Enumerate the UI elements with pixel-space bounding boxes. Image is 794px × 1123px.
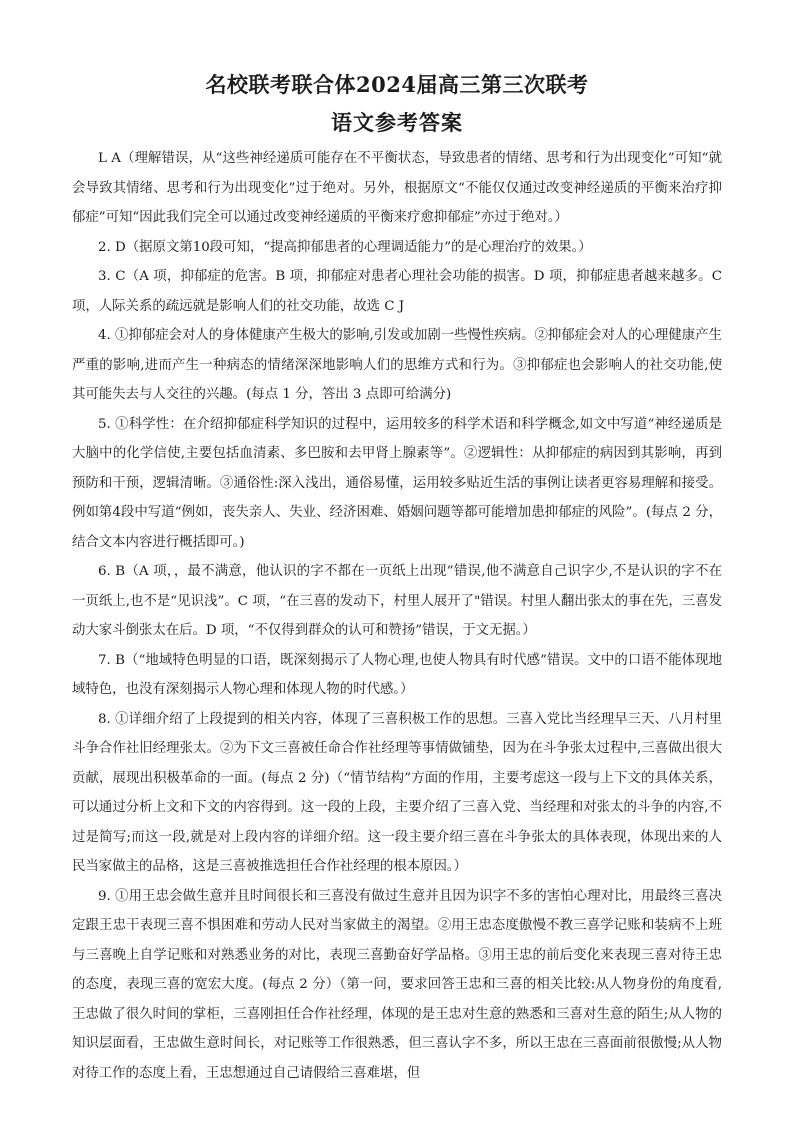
- answer-item-7: 7. B（“地域特色明显的口语，既深刻揭示了人物心理,也使人物具有时代感”错误。文中的口语不能体现地域特色，也没有深刻揭示人物心理和体现人物的时代感。）: [72, 652, 722, 697]
- page-subtitle: 语文参考答案: [331, 110, 463, 135]
- page-title: 名校联考联合体2024届高三第三次联考: [205, 72, 589, 97]
- answer-item-2: 2. D（据原文第10段可知，“提高抑郁患者的心理调适能力”的是心理治疗的效果。）: [98, 239, 592, 255]
- answer-item-4: 4. ①抑郁症会对人的身体健康产生极大的影响,引发或加剧一些慢性疾病。②抑郁症会对人的心理健康产生严重的影响,进而产生一种病态的情绪深深地影响人们的思维方式和行为。③抑郁症也会影响人的社交功能,使其可能失去与人交往的兴趣。(每点 1 分，答出 3 点即可给满分): [72, 328, 722, 402]
- answer-item-9: 9. ①用王忠会做生意并且时间很长和三喜没有做过生意并且因为识字不多的害怕心理对比，用最终三喜决定跟王忠干表现三喜不惧困难和劳动人民对当家做主的渴望。②用王忠态度傲慢不教三喜学记账和装病不上班与三喜晚上自学记账和对熟悉业务的对比，表现三喜勤奋好学品格。③用王忠的前后变化来表现三喜对待王忠的态度，表现三喜的宽宏大度。(每点 2 分）（第一问，要求回答王忠和三喜的相关比较:从人物身份的角度看,王忠做了很久时间的掌柜，三喜刚担任合作社经理，体现的是王忠对生意的熟悉和三喜对生意的陌生;从人物的知识层面看，王忠做生意时间长，对记账等工作很熟悉，但三喜认字不多，所以王忠在三喜面前很傲慢;从人物对待工作的态度上看，王忠想通过自己请假给三喜难堪，但: [72, 888, 722, 1081]
- answer-sheet-page: [72, 70, 722, 1088]
- answer-item-3: 3. C（A 项，抑郁症的危害。B 项，抑郁症对患者心理社会功能的损害。D 项，抑郁症患者越来越多。C 项，人际关系的疏远就是影响人们的社交功能，故选 C J: [72, 269, 722, 314]
- answer-item-6: 6. B（A 项，，最不满意，他认识的字不都在一页纸上出现”错误,他不满意自己识字少,不是认识的字不在一页纸上,也不是“见识浅”。C 项，“在三喜的发动下，村里人展开了"错误。村里人翻出张太的事在先，三喜发动大家斗倒张太在后。D 项，“不仅得到群众的认可和赞扬”错误，于文无据。）: [72, 564, 722, 638]
- answer-item-5: 5. ①科学性：在介绍抑郁症科学知识的过程中，运用较多的科学术语和科学概念,如文中写道“神经递质是大脑中的化学信使,主要包括血清素、多巴胺和去甲肾上腺素等”。②逻辑性：从抑郁症的病因到其影响，再到预防和干预，逻辑清晰。③通俗性:深入浅出，通俗易懂，运用较多贴近生活的事例让读者更容易理解和接受。例如第4段中写道“例如，丧失亲人、失业、经济困难、婚姻问题等都可能增加患抑郁症的风险”。(每点 2 分，结合文本内容进行概括即可。): [72, 416, 722, 550]
- answer-item-1: L A（理解错误，从“这些神经递质可能存在不平衡状态，导致患者的情绪、思考和行为出现变化”可知“就会导致其情绪、思考和行为出现变化”过于绝对。另外，根据原文“不能仅仅通过改变神经递质的平衡来治疗抑郁症”可知“因此我们完全可以通过改变神经递质的平衡来疗愈抑郁症”亦过于绝对。）: [72, 151, 722, 225]
- answer-item-8: 8. ①详细介绍了上段提到的相关内容，体现了三喜积极工作的思想。三喜入党比当经理早三天、八月村里斗争合作社旧经理张太。②为下文三喜被任命合作社经理等事情做铺垫，因为在斗争张太过程中,三喜做出很大贡献，展现出积极革命的一面。(每点 2 分)（“情节结构”方面的作用，主要考虑这一段与上下文的具体关系，可以通过分析上文和下文的内容得到。这一段的上段，主要介绍了三喜入党、当经理和对张太的斗争的内容,不过是简写;而这一段,就是对上段内容的详细介绍。这一段主要介绍三喜在斗争张太的具体表现，体现出来的人民当家做主的品格，这是三喜被推选担任合作社经理的根本原因。）: [72, 711, 722, 874]
